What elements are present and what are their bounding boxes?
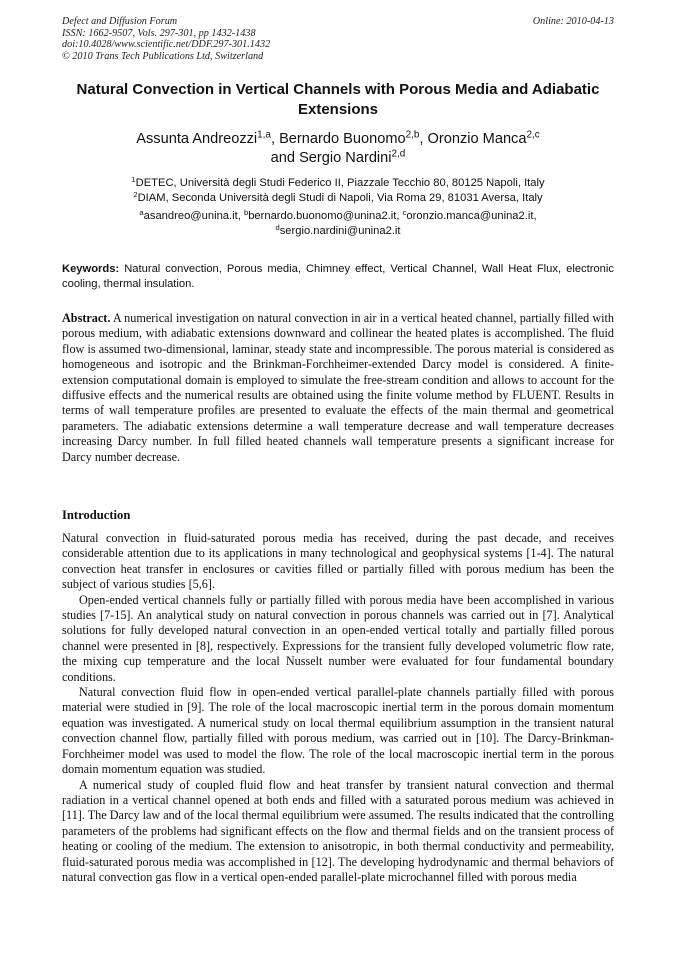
paragraph: Open-ended vertical channels fully or partially filled with porous media have been accomplished in various studies [7-15]. An analytical study on natural convection in porous channels was carried out in [7]. Analytical solutions for fully developed natural convection in an open-ended vertical totally and partially filled porous channel were presented in [8], respectively. Expressions for the transient fully developed volumetric flow rate, the mixing cup temperature and the local Nusselt number were evaluated for four fundamental boundary conditions. xyxy=(62,592,614,684)
email-link[interactable]: asandreo@unina.it, xyxy=(143,210,244,222)
author-name: Oronzio Manca xyxy=(427,131,527,147)
doi-line[interactable]: doi:10.4028/www.scientific.net/DDF.297-301.1432 xyxy=(62,39,271,51)
abstract-section xyxy=(62,311,614,465)
author-name: Bernardo Buonomo xyxy=(279,131,406,147)
section-heading-introduction: Introduction xyxy=(62,508,131,522)
email-link[interactable]: sergio.nardini@unina2.it xyxy=(279,224,401,237)
author-name: Assunta Andreozzi xyxy=(136,131,258,147)
journal-header xyxy=(62,16,270,62)
author-superscript: 2,d xyxy=(391,148,406,160)
author-superscript: 2,c xyxy=(526,129,540,141)
introduction-body xyxy=(62,531,614,885)
issn-line: ISSN: 1662-9507, Vols. 297-301, pp 1432-1438 xyxy=(62,27,256,39)
author-superscript: 1,a xyxy=(257,129,271,141)
keywords-text: Natural convection, Porous media, Chimney effect, Vertical Channel, Wall Heat Flux, electronic cooling, thermal insulation. xyxy=(62,263,614,290)
paragraph: Natural convection fluid flow in open-ended vertical parallel-plate channels partially filled with porous material were studied in [9]. The role of the local macroscopic inertial term in the porous domain momentum equation was investigated. A numerical study on local thermal equilibrium assumption in the transient natural convection channel flow, partially filled with porous medium, was carried out in [10]. The Darcy-Brinkman-Forchheimer model was used to model the flow. The role of the local macroscopic inertial term in the porous domain momentum equation was studied. xyxy=(62,685,614,777)
keywords-section xyxy=(62,262,614,291)
paper-title: Natural Convection in Vertical Channels with Porous Media and Adiabatic Extensions xyxy=(76,81,600,118)
journal-name: Defect and Diffusion Forum xyxy=(62,16,178,27)
abstract-text: A numerical investigation on natural convection in air in a vertical heated channel, partially filled with porous medium, with adiabatic extensions downward and collinear the heated plates is accomplished. The fluid flow is assumed two-dimensional, laminar, steady state and incompressible. The porous material is considered as homogeneous and isotropic and the Brinkman-Forchheimer-extended Darcy model is considered. A finite-extension computational domain is employed to simulate the free-stream condition and allows to account for the diffusive effects and the numerical results are obtained using the finite volume method by FLUENT. Results in terms of wall temperature profiles are presented to evaluate the effects of the main thermal and geometrical parameters. The adiabatic extensions determine a wall temperature decrease and wall temperature decreases increasing Darcy number. In full filled heated channels wall temperature presents a significant increase for Darcy number decrease. xyxy=(62,311,614,464)
email-list: $^a$asandreo@unina.it, $^b$bernardo.buonomo@unina2.it, $^c$oronzio.manca@unina2.it, $^d$sergio.nardini@unina2.it xyxy=(139,207,537,237)
affiliation-item: $^1$DETEC, Università degli Studi Federico II, Piazzale Tecchio 80, 80125 Napoli, Italy xyxy=(131,174,545,189)
author-superscript: 2,b xyxy=(405,129,420,141)
keywords-label: Keywords: xyxy=(62,263,120,275)
paragraph: A numerical study of coupled fluid flow and heat transfer by transient natural convection and thermal radiation in a vertical channel opened at both ends and filled with a saturated porous medium was achieved in [11]. The Darcy law and of the local thermal equilibrium were assumed. The results indicated that the controlling parameters of the problems had significant effects on the flow and thermal fields and on the transient process of heating or cooling of the medium. The extension to anisotropic, in both thermal conductivity and permeability, fluid-saturated porous media was accomplished in [12]. The developing hydrodynamic and thermal behaviors of natural convection gas flow in a vertical open-ended parallel-plate microchannel filled with porous media xyxy=(62,777,614,884)
abstract-label: Abstract. xyxy=(62,311,111,325)
email-link[interactable]: bernardo.buonomo@unina2.it, xyxy=(248,210,403,222)
author-list: Assunta Andreozzi$^{1,a}$, Bernardo Buonomo$^{2,b}$, Oronzio Manca$^{2,c}$ and Sergio Nardini$^{2,d}$ xyxy=(136,129,540,166)
email-link[interactable]: oronzio.manca@unina2.it, xyxy=(406,210,537,222)
affiliation-item: $^2$DIAM, Seconda Università degli Studi di Napoli, Via Roma 29, 81031 Aversa, Italy xyxy=(133,189,543,204)
author-name: Sergio Nardini xyxy=(299,150,392,166)
affiliation-list xyxy=(62,176,614,205)
paragraph: Natural convection in fluid-saturated porous media has received, during the past decade, and receives considerable attention due to its applications in many technological and geophysical systems [1-4]. The natural convection heat transfer in enclosures or cavities filled or partially filled with porous medium has been the subject of various studies [5,6]. xyxy=(62,531,614,592)
online-date: Online: 2010-04-13 xyxy=(532,16,614,27)
copyright-line: © 2010 Trans Tech Publications Ltd, Switzerland xyxy=(62,50,264,62)
